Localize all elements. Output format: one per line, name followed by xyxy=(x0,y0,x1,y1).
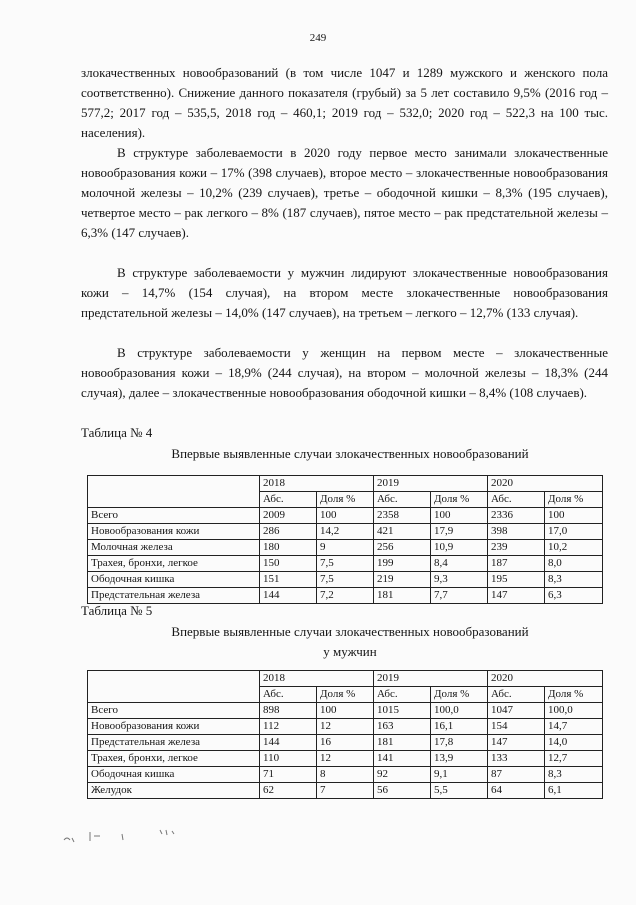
table4-cell: 2336 xyxy=(488,508,545,524)
table4-subheader: Абс. xyxy=(488,492,545,508)
table4-cell: 10,9 xyxy=(431,540,488,556)
table4-subheader: Доля % xyxy=(431,492,488,508)
table4-row xyxy=(88,540,603,556)
table5-subheader: Абс. xyxy=(488,687,545,703)
table4-cell: 14,2 xyxy=(317,524,374,540)
table4-cell: 9,3 xyxy=(431,572,488,588)
table4-cell: 100 xyxy=(317,508,374,524)
table5-row-label: Трахея, бронхи, легкое xyxy=(88,751,260,767)
table5-cell: 56 xyxy=(374,783,431,799)
table5-year-row xyxy=(88,671,603,687)
table4-cell: 151 xyxy=(260,572,317,588)
table5-cell: 8 xyxy=(317,767,374,783)
table4-caption: Таблица № 4 xyxy=(81,425,153,440)
table5-title: Впервые выявленные случаи злокачественных новообразований xyxy=(171,624,529,639)
table4-cell: 195 xyxy=(488,572,545,588)
table5-year-2019: 2019 xyxy=(374,671,488,687)
table5-cell: 71 xyxy=(260,767,317,783)
table5-subheader: Доля % xyxy=(545,687,603,703)
table4-subheader: Абс. xyxy=(374,492,431,508)
paragraph-3: В структуре заболеваемости у мужчин лидируют злокачественные новообразования кожи – 14,7% (154 случая), на втором месте злокачественные новообразования предстательной железы – 14,0% (147 случаев), на третьем – легкого – 12,7% (133 случая). xyxy=(81,265,608,320)
table5-year-2018: 2018 xyxy=(260,671,374,687)
table5-cell: 100 xyxy=(317,703,374,719)
table4-cell: 100 xyxy=(431,508,488,524)
table4-cell: 9 xyxy=(317,540,374,556)
table5-cell: 64 xyxy=(488,783,545,799)
table5-cell: 110 xyxy=(260,751,317,767)
table5-cell: 898 xyxy=(260,703,317,719)
table5-year-2020: 2020 xyxy=(488,671,603,687)
table5-cell: 6,1 xyxy=(545,783,603,799)
table4-row-label: Ободочная кишка xyxy=(88,572,260,588)
table5-cell: 133 xyxy=(488,751,545,767)
table5-cell: 16 xyxy=(317,735,374,751)
table4-cell: 2358 xyxy=(374,508,431,524)
table4-cell: 256 xyxy=(374,540,431,556)
table5-cell: 12,7 xyxy=(545,751,603,767)
table4-subheader: Доля % xyxy=(317,492,374,508)
table4-cell: 219 xyxy=(374,572,431,588)
table5-cell: 1015 xyxy=(374,703,431,719)
table4-row xyxy=(88,556,603,572)
table5-row xyxy=(88,719,603,735)
table5-cell: 1047 xyxy=(488,703,545,719)
table4-cell: 2009 xyxy=(260,508,317,524)
table4-row xyxy=(88,524,603,540)
table5-cell: 112 xyxy=(260,719,317,735)
table4-cell: 8,0 xyxy=(545,556,603,572)
table5-subheader: Абс. xyxy=(260,687,317,703)
table4-cell: 7,5 xyxy=(317,572,374,588)
page-number: 249 xyxy=(309,32,327,44)
table5-row-label: Ободочная кишка xyxy=(88,767,260,783)
table5-cell: 87 xyxy=(488,767,545,783)
table4-row-label: Новообразования кожи xyxy=(88,524,260,540)
table5-cell: 141 xyxy=(374,751,431,767)
table5-cell: 100,0 xyxy=(545,703,603,719)
table5-cell: 12 xyxy=(317,751,374,767)
table5-row xyxy=(88,703,603,719)
table4-cell: 398 xyxy=(488,524,545,540)
table5-cell: 13,9 xyxy=(431,751,488,767)
paragraph-4: В структуре заболеваемости у женщин на первом месте – злокачественные новообразования кожи – 18,9% (244 случая), на втором – молочной железы – 18,3% (244 случая), далее – злокачественные новообразования ободочной кишки – 8,4% (108 случаев). xyxy=(81,345,608,400)
table5-subheader: Доля % xyxy=(317,687,374,703)
table5-cell: 7 xyxy=(317,783,374,799)
table5-cell: 12 xyxy=(317,719,374,735)
table5-cell: 100,0 xyxy=(431,703,488,719)
table4-year-row xyxy=(88,476,603,492)
table4-cell: 100 xyxy=(545,508,603,524)
table5-cell: 154 xyxy=(488,719,545,735)
table5 xyxy=(87,670,603,799)
table5-cell: 8,3 xyxy=(545,767,603,783)
table4-year-2020: 2020 xyxy=(488,476,603,492)
paragraph-1: злокачественных новообразований (в том числе 1047 и 1289 мужского и женского пола соответственно). Снижение данного показателя (грубый) за 5 лет составило 9,5% (2016 год – 577,2; 2017 год – 535,5, 2018 год – 460,1; 2019 год – 532,0; 2020 год – 522,3 на 100 тыс. населения). xyxy=(81,65,608,140)
table4-year-2018: 2018 xyxy=(260,476,374,492)
table4 xyxy=(87,475,603,604)
table4-row-label: Всего xyxy=(88,508,260,524)
table4-row-label: Трахея, бронхи, легкое xyxy=(88,556,260,572)
table4-cell: 286 xyxy=(260,524,317,540)
table5-row-label: Всего xyxy=(88,703,260,719)
table5-cell: 62 xyxy=(260,783,317,799)
table5-cell: 16,1 xyxy=(431,719,488,735)
table4-row-label: Молочная железа xyxy=(88,540,260,556)
table4-cell: 10,2 xyxy=(545,540,603,556)
table4-cell: 421 xyxy=(374,524,431,540)
table4-row xyxy=(88,508,603,524)
table4-corner-cell xyxy=(88,476,260,508)
table5-row-label: Предстательная железа xyxy=(88,735,260,751)
table5-row xyxy=(88,751,603,767)
table4-cell: 144 xyxy=(260,588,317,604)
table5-caption: Таблица № 5 xyxy=(81,603,153,618)
table4-cell: 7,2 xyxy=(317,588,374,604)
table4-subheader: Доля % xyxy=(545,492,603,508)
table4-cell: 199 xyxy=(374,556,431,572)
table4-cell: 6,3 xyxy=(545,588,603,604)
table4-cell: 147 xyxy=(488,588,545,604)
table4-row-label: Предстательная железа xyxy=(88,588,260,604)
table5-corner-cell xyxy=(88,671,260,703)
table4-cell: 17,0 xyxy=(545,524,603,540)
table4-cell: 239 xyxy=(488,540,545,556)
table4-cell: 7,7 xyxy=(431,588,488,604)
table5-row xyxy=(88,767,603,783)
table5-cell: 147 xyxy=(488,735,545,751)
table5-title-line2: у мужчин xyxy=(323,644,377,659)
table4-row xyxy=(88,572,603,588)
table4-subheader: Абс. xyxy=(260,492,317,508)
table5-subheader: Абс. xyxy=(374,687,431,703)
table5-cell: 5,5 xyxy=(431,783,488,799)
table5-cell: 163 xyxy=(374,719,431,735)
table4-cell: 7,5 xyxy=(317,556,374,572)
table4-row xyxy=(88,588,603,604)
scan-artifact-marks xyxy=(60,826,200,846)
table4-cell: 17,9 xyxy=(431,524,488,540)
table5-cell: 14,7 xyxy=(545,719,603,735)
table4-cell: 181 xyxy=(374,588,431,604)
table5-cell: 17,8 xyxy=(431,735,488,751)
table4-cell: 8,3 xyxy=(545,572,603,588)
paragraph-2: В структуре заболеваемости в 2020 году первое место занимали злокачественные новообразования кожи – 17% (398 случаев), второе место – злокачественные новообразования молочной железы – 10,2% (239 случаев), третье – ободочной кишки – 8,3% (195 случаев), четвертое место – рак легкого – 8% (187 случаев), пятое место – рак предстательной железы – 6,3% (147 случаев). xyxy=(81,145,608,240)
table4-cell: 180 xyxy=(260,540,317,556)
table5-cell: 92 xyxy=(374,767,431,783)
table5-subheader: Доля % xyxy=(431,687,488,703)
table4-cell: 150 xyxy=(260,556,317,572)
table5-row xyxy=(88,783,603,799)
table5-cell: 144 xyxy=(260,735,317,751)
table5-row-label: Желудок xyxy=(88,783,260,799)
table5-cell: 9,1 xyxy=(431,767,488,783)
table5-row xyxy=(88,735,603,751)
table4-cell: 8,4 xyxy=(431,556,488,572)
table5-cell: 181 xyxy=(374,735,431,751)
table4-cell: 187 xyxy=(488,556,545,572)
table4-year-2019: 2019 xyxy=(374,476,488,492)
table5-cell: 14,0 xyxy=(545,735,603,751)
table5-row-label: Новообразования кожи xyxy=(88,719,260,735)
table4-title: Впервые выявленные случаи злокачественных новообразований xyxy=(171,446,529,461)
